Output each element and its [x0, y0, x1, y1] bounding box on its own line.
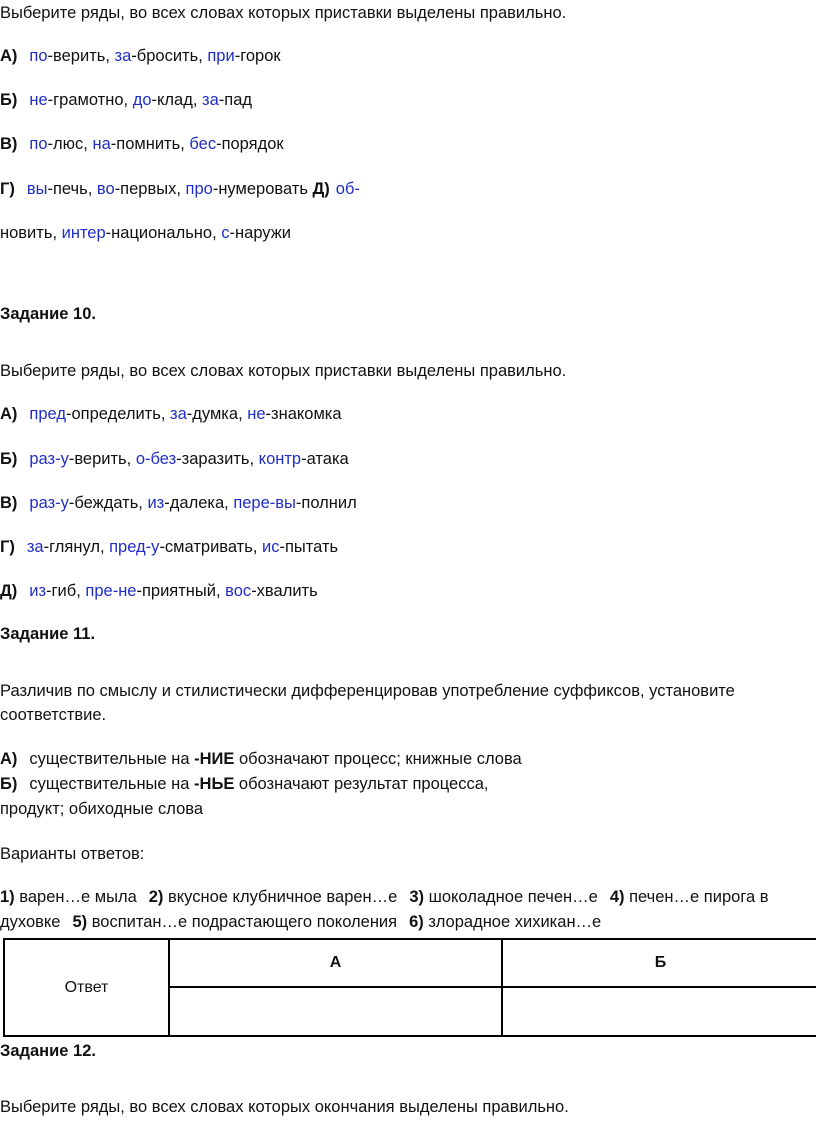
word-separator: , [87, 180, 97, 198]
word-rest: -наружи [229, 224, 291, 242]
row-label: В) [0, 135, 18, 153]
word-prefix: о-без [135, 450, 177, 468]
word-separator: , [126, 450, 136, 468]
word-rest: -глянул [43, 538, 100, 556]
word-rest: -порядок [216, 135, 284, 153]
word-rest: -заразить [176, 450, 250, 468]
word-separator: , [198, 47, 208, 65]
word-separator: , [138, 494, 148, 512]
word-separator: , [52, 224, 62, 242]
option-6: 6) злорадное хихикан…е [409, 913, 602, 931]
word-rest: -пад [218, 91, 253, 109]
word-rest: новить [0, 224, 53, 242]
t9-row-g [0, 178, 360, 200]
t9-row-v [0, 133, 284, 155]
word-rest: -пытать [279, 538, 339, 556]
word-prefix: пере-вы [233, 494, 296, 512]
word-prefix: ис [262, 538, 280, 556]
row-label: Г) [0, 180, 15, 198]
word-prefix: с [221, 224, 230, 242]
word-rest: -хвалить [251, 582, 318, 600]
word-separator: , [180, 135, 190, 153]
t11-def-a [0, 748, 522, 770]
t10-row-v [0, 492, 357, 514]
word-prefix: на [92, 135, 111, 153]
word-rest: -клад [151, 91, 193, 109]
word-rest: -грамотно [47, 91, 124, 109]
word-rest: -знакомка [265, 405, 342, 423]
word-separator: , [249, 450, 259, 468]
row-label: Д) [0, 582, 18, 600]
row-label: А) [0, 47, 18, 65]
word-rest: -печь [47, 180, 88, 198]
row-label: А) [0, 405, 18, 423]
t11-variants-label: Варианты ответов: [0, 845, 145, 863]
option-5: 5) воспитан…е подрастающего поколения [72, 913, 398, 931]
t9-row-b [0, 89, 252, 111]
t11-def-b-post: обозначают результат процесса, [234, 775, 489, 793]
t9-row-d-label: Д) [312, 180, 330, 198]
t11-def-a-post: обозначают процесс; книжные слова [234, 750, 522, 768]
word-separator: , [224, 494, 234, 512]
word-separator: , [238, 405, 248, 423]
t11-def-a-label: А) [0, 750, 18, 768]
option-1: 1) варен…е мыла [0, 888, 137, 906]
t10-row-b [0, 448, 349, 470]
t11-def-b-pre: существительные на [29, 775, 195, 793]
word-separator: , [105, 47, 115, 65]
word-prefix: бес [189, 135, 217, 153]
option-4: 4) печен…е пирога в [609, 888, 769, 906]
t11-title: Задание 11. [0, 625, 96, 643]
word-rest: -верить [47, 47, 106, 65]
word-rest: -нумеровать [212, 180, 308, 198]
t10-instruction: Выберите ряды, во всех словах которых приставки выделены правильно. [0, 362, 567, 380]
word-rest: -первых [114, 180, 177, 198]
word-prefix: из [29, 582, 47, 600]
word-rest: -верить [68, 450, 127, 468]
word-prefix: не [29, 91, 48, 109]
word-rest: -определить [65, 405, 161, 423]
t12-title: Задание 12. [0, 1042, 96, 1060]
answer-table [3, 938, 816, 1037]
t10-row-g [0, 536, 338, 558]
row-label: Б) [0, 91, 18, 109]
word-separator: , [212, 224, 222, 242]
answer-col-a-header: А [169, 939, 502, 987]
t9-row-d-continued [0, 222, 291, 244]
row-label: Б) [0, 450, 18, 468]
t11-def-b-suffix: -НЬЕ [194, 775, 235, 793]
option-3: 3) шоколадное печен…е [409, 888, 598, 906]
t11-def-b-label: Б) [0, 775, 18, 793]
word-separator: , [252, 538, 263, 556]
word-rest: -бросить [131, 47, 199, 65]
option-2: 2) вкусное клубничное варен…е [148, 888, 398, 906]
t10-title: Задание 10. [0, 305, 96, 323]
word-prefix: из [147, 494, 165, 512]
t11-options-line-2 [0, 911, 601, 933]
word-prefix: вос [225, 582, 252, 600]
word-prefix: пред [29, 405, 66, 423]
word-prefix: раз-у [29, 494, 69, 512]
t11-instruction: Различив по смыслу и стилистически дифференцировав употребление суффиксов, установите [0, 682, 735, 700]
word-prefix: за [26, 538, 44, 556]
t11-def-a-pre: существительные на [29, 750, 195, 768]
answer-row-label: Ответ [4, 939, 169, 1036]
word-rest: -помнить [110, 135, 181, 153]
word-separator: , [76, 582, 86, 600]
t9-row-d-prefix: об- [335, 180, 360, 198]
t11-def-b [0, 773, 488, 795]
word-rest: -люс [47, 135, 84, 153]
t10-row-a [0, 403, 342, 425]
t11-def-a-suffix: -НИЕ [194, 750, 235, 768]
word-prefix: вы [26, 180, 48, 198]
word-prefix: за [202, 91, 219, 109]
t10-row-d [0, 580, 318, 602]
word-rest: -приятный [136, 582, 216, 600]
t11-options-line-1 [0, 886, 769, 908]
word-separator: , [160, 405, 171, 423]
word-prefix: за [170, 405, 187, 423]
word-prefix: раз-у [29, 450, 69, 468]
word-rest: -полнил [295, 494, 357, 512]
t11-def-b-cont: продукт; обиходные слова [0, 800, 204, 818]
word-rest: -атака [301, 450, 349, 468]
answer-cell-b[interactable] [502, 987, 816, 1036]
word-prefix: по [29, 135, 48, 153]
word-prefix: контр [258, 450, 302, 468]
word-prefix: до [132, 91, 152, 109]
word-rest: -думка [186, 405, 239, 423]
word-rest: -горок [234, 47, 281, 65]
t9-row-a [0, 45, 281, 67]
t11-instruction-cont: соответствие. [0, 706, 107, 724]
word-prefix: не [247, 405, 266, 423]
row-label: В) [0, 494, 18, 512]
word-separator: , [123, 91, 133, 109]
word-prefix: интер [61, 224, 106, 242]
word-separator: , [176, 180, 186, 198]
t12-instruction: Выберите ряды, во всех словах которых окончания выделены правильно. [0, 1098, 569, 1116]
word-rest: -сматривать [159, 538, 253, 556]
word-prefix: при [207, 47, 235, 65]
word-prefix: пред-у [109, 538, 160, 556]
word-prefix: по [29, 47, 48, 65]
word-separator: , [83, 135, 93, 153]
word-rest: -национально [105, 224, 213, 242]
word-prefix: пре-не [85, 582, 137, 600]
t9-row-g-words [0, 180, 313, 198]
word-rest: -беждать [68, 494, 139, 512]
answer-cell-a[interactable] [169, 987, 502, 1036]
option-4-cont: духовке [0, 913, 61, 931]
word-prefix: про [185, 180, 213, 198]
word-separator: , [216, 582, 226, 600]
answer-col-b-header: Б [502, 939, 816, 987]
word-rest: -гиб [46, 582, 77, 600]
word-separator: , [192, 91, 203, 109]
row-label: Г) [0, 538, 15, 556]
word-rest: -далека [164, 494, 225, 512]
word-separator: , [99, 538, 110, 556]
word-prefix: во [96, 180, 115, 198]
t9-instruction: Выберите ряды, во всех словах которых приставки выделены правильно. [0, 4, 567, 22]
word-prefix: за [114, 47, 132, 65]
